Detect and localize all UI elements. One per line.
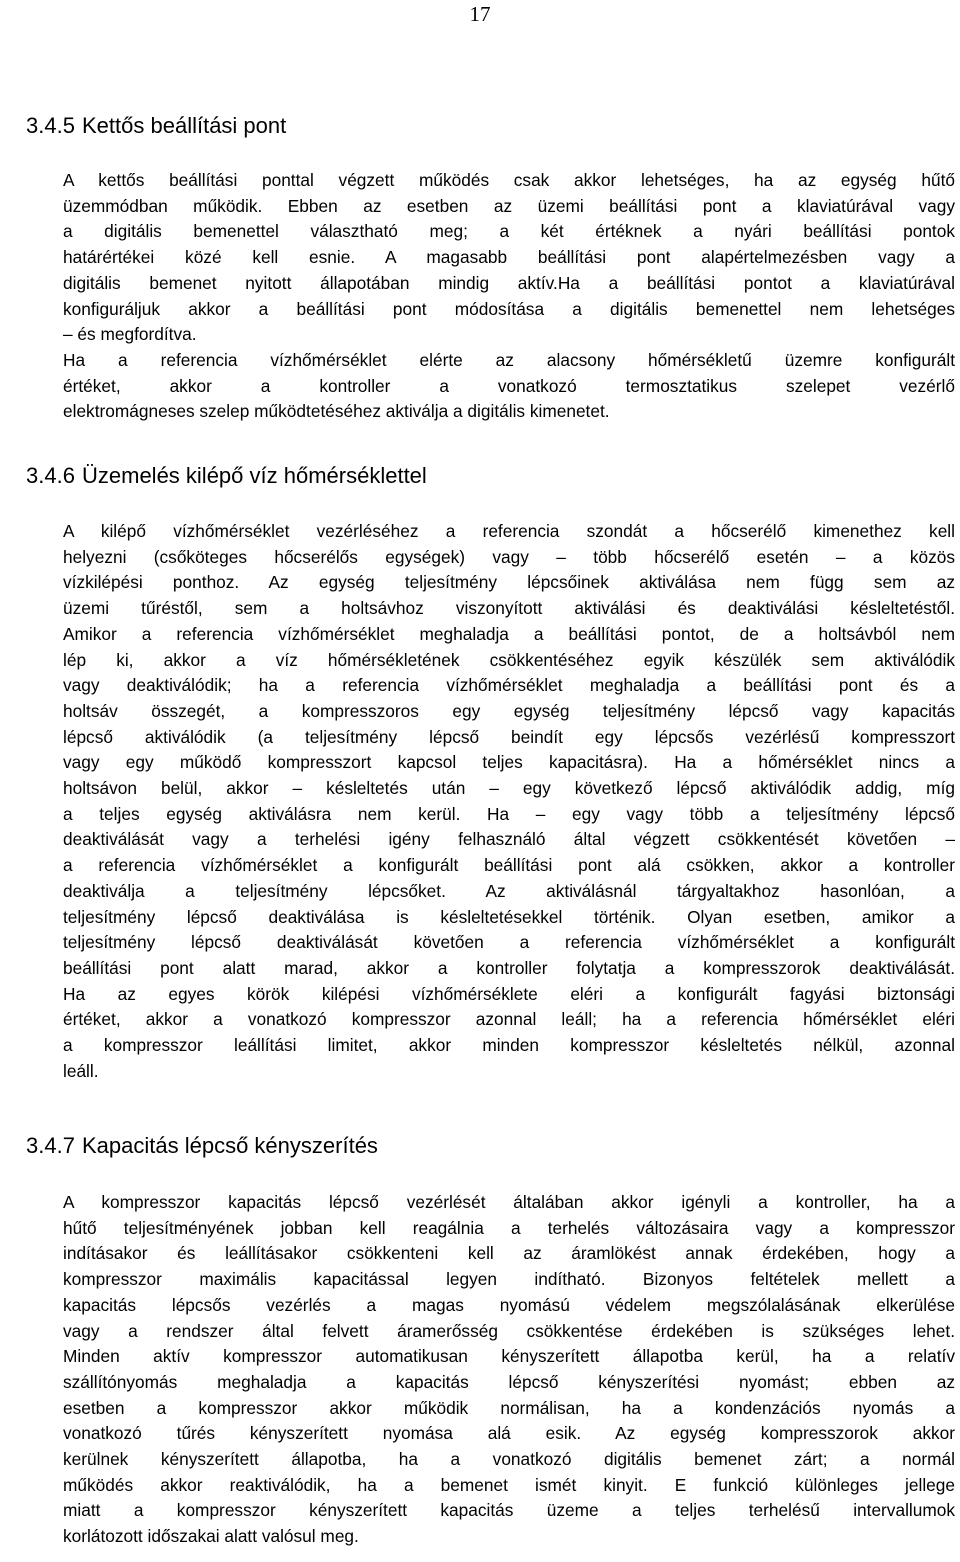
section-number: 3.4.5	[26, 113, 75, 138]
text-line: digitális bemenet nyitott állapotában mindig aktív.Ha a beállítási pontot a klaviatúrával	[63, 272, 955, 293]
text-line: elektromágneses szelep működtetéséhez aktiválja a digitális kimenetet.	[63, 401, 610, 422]
text-line: vagy a rendszer által felvett áramerősség csökkentése érdekében is szükséges lehet.	[63, 1320, 955, 1341]
text-line: leáll.	[63, 1060, 99, 1081]
section-heading-3-4-7	[26, 1133, 378, 1159]
text-line: indításakor és leállításakor csökkenteni kell az áramlökést annak érdekében, hogy a	[63, 1243, 955, 1264]
text-line: A kettős beállítási ponttal végzett működés csak akkor lehetséges, ha az egység hűtő	[63, 170, 955, 190]
text-line: – és megfordítva.	[63, 324, 197, 345]
text-line: vonatkozó tűrés kényszerített nyomása alá esik. Az egység kompresszorok akkor	[63, 1423, 955, 1444]
section-body-3-4-5	[63, 168, 955, 425]
text-line: értéket, akkor a vonatkozó kompresszor azonnal leáll; ha a referencia hőmérséklet eléri	[63, 1009, 955, 1030]
text-line: kompresszor maximális kapacitással legyen indítható. Bizonyos feltételek mellett a	[63, 1269, 955, 1290]
text-line: deaktiválja a teljesítmény lépcsőket. Az aktiválásnál tárgyaltakhoz hasonlóan, a	[63, 880, 955, 901]
text-line: értéket, akkor a kontroller a vonatkozó termosztatikus szelepet vezérlő	[63, 375, 955, 396]
text-line: vagy deaktiválódik; ha a referencia vízhőmérséklet meghaladja a beállítási pont és a	[63, 675, 955, 696]
text-line: teljesítmény lépcső deaktiválása is késleltetésekkel történik. Olyan esetben, amikor a	[63, 906, 955, 927]
text-line: teljesítmény lépcső deaktiválását követően a referencia vízhőmérséklet a konfigurált	[63, 932, 955, 953]
text-line: Amikor a referencia vízhőmérséklet meghaladja a beállítási pontot, de a holtsávból nem	[63, 623, 955, 644]
text-line: vízkilépési ponthoz. Az egység teljesítmény lépcsőinek aktiválása nem függ sem az	[63, 572, 955, 593]
text-line: üzemmódban működik. Ebben az esetben az üzemi beállítási pont a klaviatúrával vagy	[63, 195, 955, 216]
text-line: deaktiválását vagy a terhelési igény felhasználó által végzett csökkentését követően –	[63, 829, 955, 850]
section-title: Kapacitás lépcső kényszerítés	[82, 1133, 378, 1158]
text-line: holtsáv összegét, a kompresszoros egy egység teljesítmény lépcső vagy kapacitás	[63, 700, 955, 721]
text-line: lépcső aktiválódik (a teljesítmény lépcső beindít egy lépcsős vezérlésű kompresszort	[63, 726, 955, 747]
text-line: A kilépő vízhőmérséklet vezérléséhez a referencia szondát a hőcserélő kimenethez kell	[63, 521, 955, 541]
section-title: Üzemelés kilépő víz hőmérséklettel	[82, 463, 427, 488]
section-heading-3-4-6	[26, 463, 427, 489]
text-line: A kompresszor kapacitás lépcső vezérlését általában akkor igényli a kontroller, ha a	[63, 1192, 955, 1212]
text-line: Minden aktív kompresszor automatikusan kényszerített állapotba kerül, ha a relatív	[63, 1346, 955, 1367]
section-body-3-4-6	[63, 519, 955, 1084]
text-line: helyezni (csőköteges hőcserélős egységek) vagy – több hőcserélő esetén – a közös	[63, 546, 955, 567]
page-number: 17	[469, 2, 491, 26]
text-line: holtsávon belül, akkor – késleltetés után – egy következő lépcső aktiválódik addig, míg	[63, 778, 955, 799]
text-line: üzemi tűréstől, sem a holtsávhoz viszonyított aktiválási és deaktiválási késleltetéstől.	[63, 598, 955, 619]
text-line: korlátozott időszakai alatt valósul meg.	[63, 1526, 359, 1547]
text-line: kapacitás lépcsős vezérlés a magas nyomású védelem megszólalásának elkerülése	[63, 1294, 955, 1315]
text-line: határértékei közé kell esnie. A magasabb beállítási pont alapértelmezésben vagy a	[63, 247, 955, 268]
section-title: Kettős beállítási pont	[82, 113, 287, 138]
section-body-3-4-7	[63, 1190, 955, 1550]
section-number: 3.4.6	[26, 463, 75, 488]
text-line: a kompresszor leállítási limitet, akkor minden kompresszor késleltetés nélkül, azonnal	[63, 1035, 955, 1056]
text-line: a teljes egység aktiválásra nem kerül. Ha – egy vagy több a teljesítmény lépcső	[63, 803, 955, 824]
text-line: szállítónyomás meghaladja a kapacitás lépcső kényszerítési nyomást; ebben az	[63, 1371, 955, 1392]
text-line: Ha a referencia vízhőmérséklet elérte az alacsony hőmérsékletű üzemre konfigurált	[63, 349, 955, 370]
text-line: a referencia vízhőmérséklet a konfigurált beállítási pont alá csökken, akkor a kontroller	[63, 855, 955, 876]
text-line: működés akkor reaktiválódik, ha a bemenet ismét kinyit. E funkció különleges jellege	[63, 1474, 955, 1495]
text-line: vagy egy működő kompresszort kapcsol teljes kapacitásra). Ha a hőmérséklet nincs a	[63, 752, 955, 773]
text-line: esetben a kompresszor akkor működik normálisan, ha a kondenzációs nyomás a	[63, 1397, 955, 1418]
text-line: a digitális bemenettel választható meg; a két értéknek a nyári beállítási pontok	[63, 221, 955, 242]
text-line: Ha az egyes körök kilépési vízhőmérséklete eléri a konfigurált fagyási biztonsági	[63, 983, 955, 1004]
text-line: lép ki, akkor a víz hőmérsékletének csökkentéséhez egyik készülék sem aktiválódik	[63, 649, 955, 670]
text-line: beállítási pont alatt marad, akkor a kontroller folytatja a kompresszorok deaktiválását.	[63, 957, 955, 978]
section-heading-3-4-5	[26, 113, 286, 139]
text-line: hűtő teljesítményének jobban kell reagálnia a terhelés változásaira vagy a kompresszor	[63, 1217, 955, 1238]
section-number: 3.4.7	[26, 1133, 75, 1158]
text-line: miatt a kompresszor kényszerített kapacitás üzeme a teljes terhelésű intervallumok	[63, 1500, 955, 1521]
text-line: kerülnek kényszerített állapotba, ha a vonatkozó digitális bemenet zárt; a normál	[63, 1449, 955, 1470]
text-line: konfiguráljuk akkor a beállítási pont módosítása a digitális bemenettel nem lehetséges	[63, 298, 955, 319]
